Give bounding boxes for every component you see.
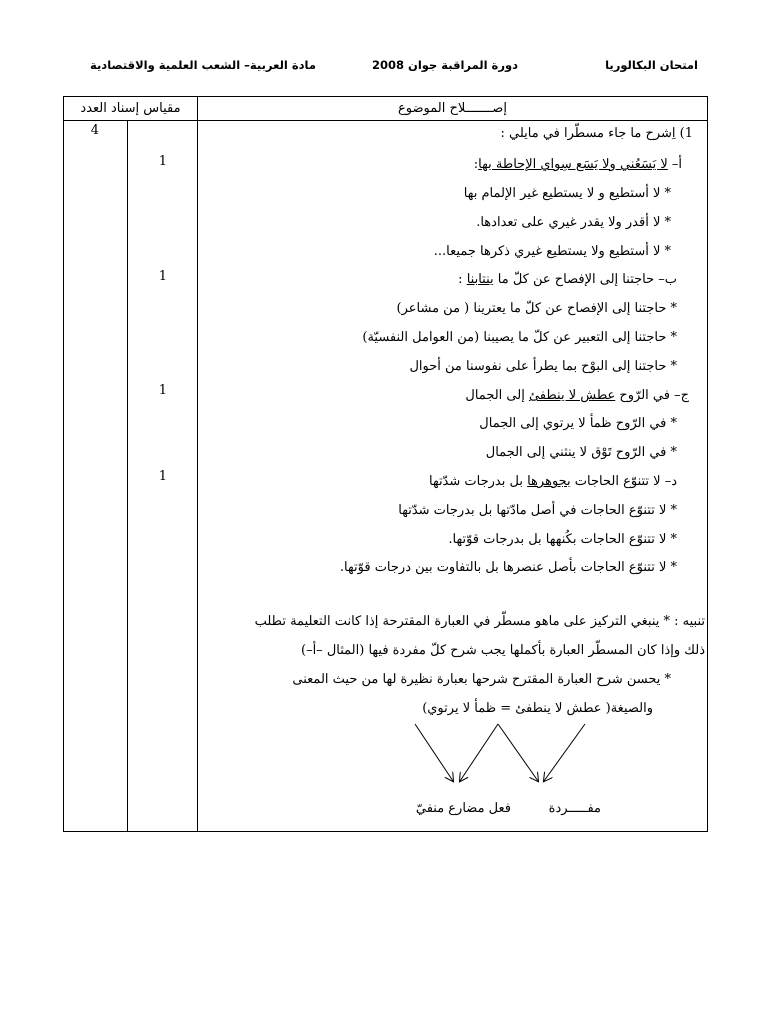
score-b: 1: [158, 269, 168, 284]
item-a-answer: * لا أستطيع ولا يستطيع غيري ذكرها جميعا...: [433, 244, 672, 259]
item-b-suffix: :: [458, 272, 467, 287]
arrow-line: [415, 724, 453, 781]
item-b-underlined: ينتابنا: [466, 272, 494, 287]
item-c-prefix: ج– في الرّوح: [615, 388, 690, 403]
item-a-answer: * لا أستطيع و لا يستطيع غير الإلمام بها: [463, 186, 672, 201]
label-mufrada: مفـــــردة: [548, 801, 602, 816]
score-a: 1: [158, 154, 168, 169]
item-b-answer: * حاجتنا إلى البوْح بما يطرأ على نفوسنا من أحوال: [409, 359, 678, 374]
score-total: 4: [90, 123, 100, 138]
item-c-suffix: إلى الجمال: [465, 388, 529, 403]
item-c-underlined: عطش لا ينطفئ: [528, 388, 616, 403]
item-b-prefix: ب– حاجتنا إلى الإفصاح عن كلّ ما: [493, 272, 678, 287]
note-line: ذلك وإذا كان المسطّر العبارة بأكملها يجب شرح كلّ مفردة فيها (المثال –أ–): [301, 643, 706, 658]
correction-column-header: إصـــــــلاح الموضوع: [198, 97, 708, 121]
correction-content: [198, 121, 708, 832]
item-d-prefix: د– لا تتنوّع الحاجات: [570, 474, 678, 489]
score-c: 1: [158, 383, 168, 398]
item-d-answer: * لا تتنوّع الحاجات بكُنهها بل بدرجات قوّتها.: [448, 532, 678, 547]
item-d-answer: * لا تتنوّع الحاجات في أصل مادّتها بل بدرجات شدّتها: [398, 503, 678, 518]
score-d: 1: [158, 469, 168, 484]
item-c-answer: * في الرّوح تَوْق لا ينثني إلى الجمال: [485, 445, 678, 460]
note-line: * يحسن شرح العبارة المقترح شرحها بعبارة نظيرة لها من حيث المعنى: [292, 672, 672, 687]
question-1: 1) اِشرح ما جاء مسطّرا في مايلي :: [500, 126, 694, 141]
exam-title: امتحان البكالوريا: [605, 58, 698, 72]
item-b-answer: * حاجتنا إلى التعبير عن كلّ ما يصيبنا (من العوامل النفسيّة): [362, 330, 678, 345]
label-fiil-mudari: فعل مضارع منفيّ: [415, 801, 512, 816]
arrow-line: [460, 724, 498, 781]
scale-column-header: مقياس إسناد العدد: [64, 97, 198, 121]
item-d-suffix: بل بدرجات شدّتها: [428, 474, 528, 489]
item-a-suffix: :: [473, 157, 479, 172]
item-c-answer: * في الرّوح ظمأ لا يرتوي إلى الجمال: [479, 416, 678, 431]
arrow-line: [544, 724, 585, 781]
item-b-answer: * حاجتنا إلى الإفصاح عن كلّ ما يعترينا ( من مشاعر): [396, 301, 678, 316]
item-d-answer: * لا تتنوّع الحاجات بأصل عنصرها بل بالتفاوت بين درجات قوّتها.: [339, 560, 678, 575]
correction-table: [63, 96, 708, 832]
sub-score-column: [128, 121, 198, 832]
crossing-arrows-diagram: [198, 121, 708, 833]
item-a-answer: * لا أقدر ولا يقدر غيري على تعدادها.: [476, 215, 672, 230]
arrow-line: [498, 724, 538, 781]
exam-subject: مادة العربية– الشعب العلمية والاقتصادية: [90, 58, 316, 72]
total-score-column: [64, 121, 128, 832]
note-line: والصيغة( عطش لا ينطفئ = ظمأ لا يرتوي): [422, 701, 654, 716]
note-line: تنبيه : * ينبغي التركيز على ماهو مسطّر في العبارة المقترحة إذا كانت التعليمة تطلب: [254, 614, 706, 629]
item-a-underlined: لا يَسَعُني ولا يَسَع سِواي الإحاطة بها: [478, 157, 668, 172]
item-a-prefix: أ–: [667, 157, 683, 172]
exam-session: دورة المراقبة جوان 2008: [372, 58, 519, 72]
item-d-underlined: بجوهرها: [527, 474, 571, 489]
page-header: [0, 58, 768, 82]
